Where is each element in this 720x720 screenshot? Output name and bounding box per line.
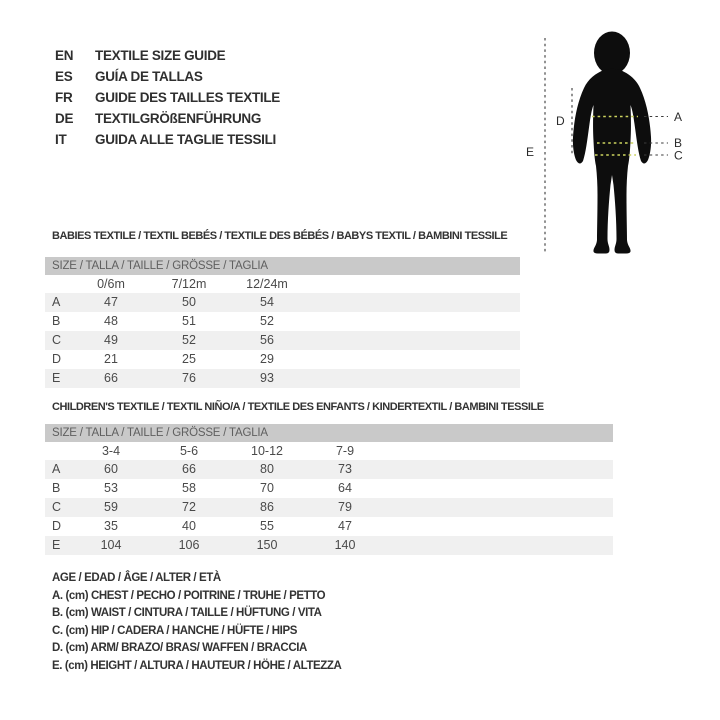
table-cell: 66 [182,462,196,476]
table-size-header-bar: SIZE / TALLA / TAILLE / GRÖSSE / TAGLIA [45,424,613,442]
row-label: D [52,352,62,366]
hip-measure-label: C [674,148,683,163]
column-header: 12/24m [246,277,288,291]
table-cell: 35 [104,519,118,533]
silhouette-body [573,69,651,254]
row-label: D [52,519,62,533]
legend-item: B. (cm) WAIST / CINTURA / TAILLE / HÜFTUNG / VITA [52,607,322,620]
table-row [45,331,520,350]
measure-legend [52,570,341,676]
table-row [45,536,613,555]
table-row [45,369,520,388]
table-cell: 73 [338,462,352,476]
column-header: 7/12m [171,277,207,291]
table-cell: 140 [334,538,356,552]
table-cell: 66 [104,371,118,385]
table-cell: 80 [260,462,274,476]
table-cell: 79 [338,500,352,514]
row-label: C [52,333,62,347]
legend-item: A. (cm) CHEST / PECHO / POITRINE / TRUHE / PETTO [52,589,326,602]
table-cell: 58 [182,481,196,495]
table-cell: 51 [182,314,196,328]
row-label: E [52,371,61,385]
table-cell: 86 [260,500,274,514]
silhouette-head [594,32,630,75]
language-code: IT [55,132,67,147]
table-row [45,479,613,498]
column-header: 5-6 [179,444,199,458]
language-list [55,45,280,150]
table-cell: 72 [182,500,196,514]
table-column-header-row [45,442,613,460]
row-label-spacer [45,275,72,293]
table-cell: 56 [260,333,274,347]
table-cell: 49 [104,333,118,347]
column-header: 0/6m [97,277,125,291]
table-cell: 47 [104,295,118,309]
table-cell: 106 [178,538,200,552]
table-row [45,498,613,517]
table-cell: 21 [104,352,118,366]
language-row [55,45,280,66]
language-code: DE [55,111,74,126]
row-label: A [52,462,61,476]
children-size-table [45,424,613,555]
table-cell: 50 [182,295,196,309]
language-label: TEXTILE SIZE GUIDE [95,48,226,63]
row-label: B [52,314,61,328]
babies-table-title: BABIES TEXTILE / TEXTIL BEBÉS / TEXTILE DES BÉBÉS / BABYS TEXTIL / BAMBINI TESSILE [52,230,508,242]
table-row [45,517,613,536]
table-row [45,293,520,312]
table-cell: 93 [260,371,274,385]
language-label: TEXTILGRÖßENFÜHRUNG [95,111,262,126]
table-cell: 59 [104,500,118,514]
row-label-spacer [45,442,72,460]
arm-measure-label: D [556,114,565,128]
table-cell: 104 [100,538,122,552]
table-cell: 52 [182,333,196,347]
table-row [45,350,520,369]
language-row [55,66,280,87]
language-code: FR [55,90,73,105]
children-table-title: CHILDREN'S TEXTILE / TEXTIL NIÑO/A / TEXTILE DES ENFANTS / KINDERTEXTIL / BAMBINI TESSILE [52,401,544,413]
language-label: GUIDE DES TAILLES TEXTILE [95,90,281,105]
table-cell: 40 [182,519,196,533]
language-row [55,87,280,108]
column-header: 3-4 [101,444,121,458]
table-cell: 64 [338,481,352,495]
child-silhouette [573,32,651,254]
table-cell: 47 [338,519,352,533]
table-row [45,312,520,331]
table-cell: 48 [104,314,118,328]
table-cell: 53 [104,481,118,495]
table-cell: 55 [260,519,274,533]
table-cell: 150 [256,538,278,552]
row-label: C [52,500,62,514]
babies-size-table [45,257,520,388]
language-row [55,129,280,150]
language-code: ES [55,69,73,84]
language-label: GUÍA DE TALLAS [95,69,203,84]
language-label: GUIDA ALLE TAGLIE TESSILI [95,132,276,147]
waist-measure-label: B [674,136,683,150]
table-cell: 70 [260,481,274,495]
legend-item: E. (cm) HEIGHT / ALTURA / HAUTEUR / HÖHE / ALTEZZA [52,659,342,672]
language-code: EN [55,48,74,63]
table-cell: 76 [182,371,196,385]
table-cell: 52 [260,314,274,328]
legend-age-line: AGE / EDAD / ÂGE / ALTER / ETÀ [52,572,221,584]
table-cell: 60 [104,462,118,476]
language-row [55,108,280,129]
column-header: 7-9 [335,444,355,458]
chest-measure-label: A [674,110,683,124]
table-cell: 29 [260,352,274,366]
table-cell: 54 [260,295,274,309]
table-column-header-row [45,275,520,293]
size-figure [520,25,700,265]
table-size-header-bar: SIZE / TALLA / TAILLE / GRÖSSE / TAGLIA [45,257,520,275]
row-label: E [52,538,61,552]
legend-item: C. (cm) HIP / CADERA / HANCHE / HÜFTE / HIPS [52,624,298,637]
column-header: 10-12 [251,444,283,458]
row-label: A [52,295,61,309]
legend-item: D. (cm) ARM/ BRAZO/ BRAS/ WAFFEN / BRACCIA [52,642,307,655]
row-label: B [52,481,61,495]
table-cell: 25 [182,352,196,366]
table-row [45,460,613,479]
height-measure-label: E [526,145,535,159]
